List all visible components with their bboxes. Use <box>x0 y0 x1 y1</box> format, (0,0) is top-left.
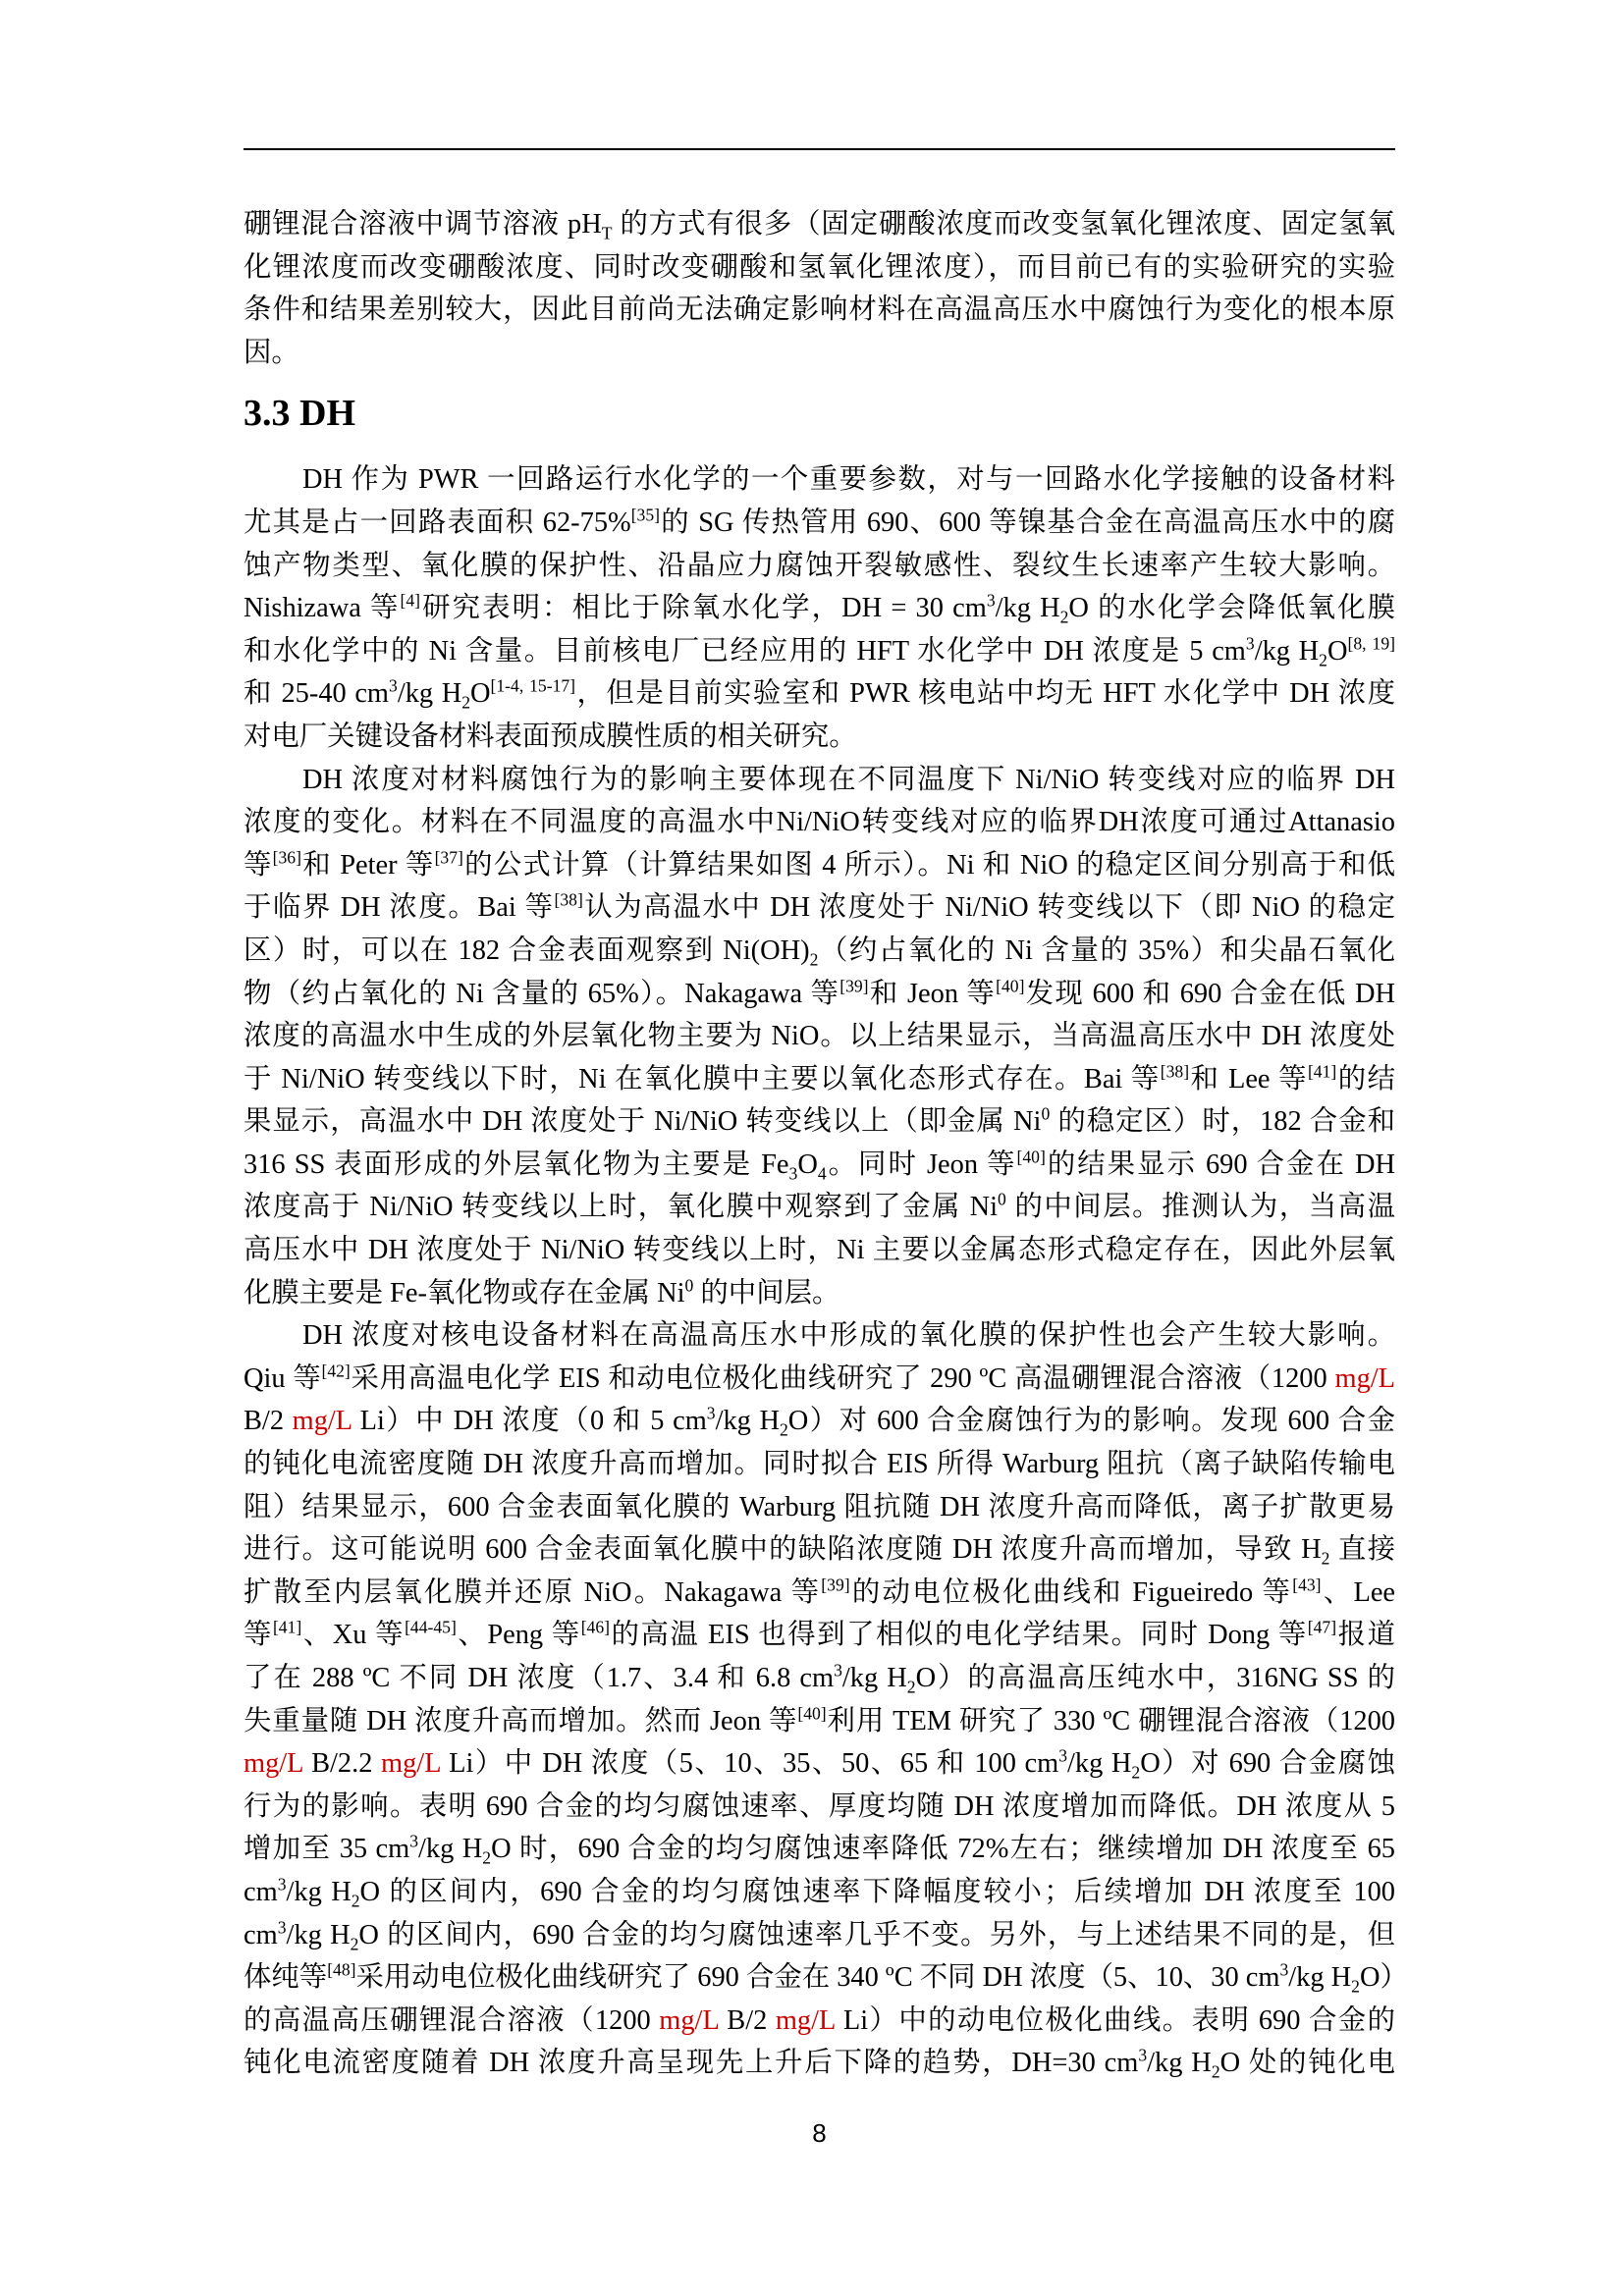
text-run: O）的高温高压纯水中，316NG SS 的 <box>915 1663 1395 1693</box>
text-run: B/2 <box>718 2004 776 2036</box>
text-line <box>244 1956 1408 2000</box>
text-run: 蚀产物类型、氧化膜的保护性、沿晶应力腐蚀开裂敏感性、裂纹生长速率产生较大影响。 <box>244 550 1395 581</box>
text-run: 和水化学中的 Ni 含量。目前核电厂已经应用的 HFT 水化学中 DH 浓度是 5 cm <box>244 635 1246 667</box>
text-run: 发现 600 和 690 合金在低 DH <box>1024 978 1395 1009</box>
text-run: 了在 288 ºC 不同 DH 浓度（1.7、3.4 和 6.8 cm <box>244 1663 835 1693</box>
text-line <box>244 1443 1395 1486</box>
citation-superscript: [1-4, 15-17] <box>490 675 576 696</box>
text-run: cm <box>244 1919 278 1950</box>
citation-superscript: [43] <box>1292 1575 1322 1595</box>
superscript: 3 <box>1058 1745 1067 1766</box>
page-number: 8 <box>812 2118 827 2148</box>
text-run: 的高温高压硼锂混合溶液（1200 <box>244 2004 660 2036</box>
text-run: DH 浓度对核电设备材料在高温高压水中形成的氧化膜的保护性也会产生较大影响。 <box>302 1320 1395 1352</box>
text-run: DH 浓度对材料腐蚀行为的影响主要体现在不同温度下 Ni/NiO 转变线对应的临界 DH <box>302 764 1395 795</box>
text-run: 、Peng 等 <box>456 1620 581 1651</box>
text-run: 的稳定区）时，182 合金和 <box>1050 1106 1395 1138</box>
text-line <box>244 289 1395 332</box>
subscript: 2 <box>779 1420 788 1441</box>
text-run: Li）中 DH 浓度（0 和 5 cm <box>352 1406 707 1437</box>
text-run: /kg H <box>286 1876 352 1907</box>
text-run: 果显示，高温水中 DH 浓度处于 Ni/NiO 转变线以上（即金属 Ni <box>244 1106 1042 1138</box>
text-line <box>244 1786 1395 1829</box>
citation-superscript: [36] <box>272 847 301 868</box>
text-run: 体纯等 <box>244 1962 328 1994</box>
subscript: T <box>601 223 613 243</box>
superscript: 0 <box>684 1275 694 1296</box>
text-line <box>244 1272 1395 1315</box>
text-run: 的结 <box>1336 1063 1395 1095</box>
text-run: B/2.2 <box>302 1748 382 1780</box>
text-line <box>244 759 1395 802</box>
text-line <box>244 973 1395 1016</box>
text-line <box>244 1144 1395 1187</box>
text-run: /kg H <box>715 1406 780 1437</box>
text-line <box>244 587 1395 630</box>
text-run: 高压水中 DH 浓度处于 Ni/NiO 转变线以上时，Ni 主要以金属态形式稳定存在，因此外层氧 <box>244 1235 1395 1266</box>
text-run: 的方式有很多（固定硼酸浓度而改变氢氧化锂浓度、固定氢氧 <box>612 209 1395 240</box>
text-line <box>244 1314 1395 1358</box>
text-run: /kg H <box>397 678 462 710</box>
subscript: 2 <box>1321 1548 1330 1569</box>
text-line <box>244 716 1395 759</box>
citation-superscript: [48] <box>327 1959 356 1980</box>
subscript: 2 <box>809 949 819 970</box>
subscript: 2 <box>1351 1976 1360 1997</box>
text-line <box>244 801 1395 844</box>
subscript: 3 <box>788 1163 798 1184</box>
text-run: 进行。这可能说明 600 合金表面氧化膜中的缺陷浓度随 DH 浓度升高而增加，导致 H <box>244 1534 1322 1566</box>
text-run: 的钝化电流密度随 DH 浓度升高而增加。同时拟合 EIS 所得 Warburg 阻抗（离子缺陷传输电 <box>244 1449 1395 1480</box>
text-line <box>244 1015 1395 1058</box>
text-line <box>244 844 1395 887</box>
paragraph <box>244 1314 1408 2085</box>
text-run: 化膜主要是 Fe-氧化物或存在金属 Ni <box>244 1277 685 1308</box>
text-run: O <box>470 678 491 710</box>
text-run: 化锂浓度而改变硼酸浓度、同时改变硼酸和氢氧化锂浓度），而目前已有的实验研究的实验 <box>244 251 1395 283</box>
text-line <box>244 1828 1395 1871</box>
text-run: 和 Peter 等 <box>300 849 435 881</box>
text-line <box>244 672 1395 716</box>
superscript: 3 <box>277 1917 287 1938</box>
text-run: cm <box>244 1876 278 1907</box>
text-run: 的公式计算（计算结果如图 4 所示）。Ni 和 NiO 的稳定区间分别高于和低 <box>462 849 1395 881</box>
text-run: 钝化电流密度随着 DH 浓度升高呈现先上升后下降的趋势，DH=30 cm <box>244 2048 1139 2079</box>
text-run: 对电厂关键设备材料表面预成膜性质的相关研究。 <box>244 721 857 752</box>
subscript: 2 <box>351 1891 360 1911</box>
text-run: O） <box>1359 1962 1408 1994</box>
citation-superscript: [40] <box>996 976 1025 996</box>
text-run: 的结果显示 690 合金在 DH <box>1045 1148 1395 1180</box>
text-line <box>244 246 1395 290</box>
text-run: 于 Ni/NiO 转变线以下时，Ni 在氧化膜中主要以氧化态形式存在。Bai 等 <box>244 1063 1161 1095</box>
text-run: Li）中的动电位极化曲线。表明 690 合金的 <box>835 2004 1396 2036</box>
superscript: 3 <box>1245 633 1255 654</box>
text-run: 物（约占氧化的 Ni 含量的 65%）。Nakagawa 等 <box>244 978 840 1009</box>
subscript: 2 <box>1059 607 1069 627</box>
text-run: O）对 600 合金腐蚀行为的影响。发现 600 合金 <box>787 1406 1395 1437</box>
highlighted-unit-text: mg/L <box>381 1748 441 1780</box>
text-line <box>244 2000 1395 2043</box>
body-text <box>244 203 1408 2085</box>
subscript: 2 <box>906 1677 916 1697</box>
text-run: 直接 <box>1329 1534 1395 1566</box>
text-run: 条件和结果差别较大，因此目前尚无法确定影响材料在高温高压水中腐蚀行为变化的根本原 <box>244 294 1395 326</box>
citation-superscript: [40] <box>1016 1147 1046 1167</box>
text-line <box>244 886 1395 930</box>
superscript: 3 <box>706 1403 716 1423</box>
section-paragraphs <box>244 458 1408 2085</box>
text-line <box>244 1700 1395 1743</box>
subscript: 2 <box>482 1848 492 1869</box>
highlighted-unit-text: mg/L <box>659 2004 719 2036</box>
text-line <box>244 1742 1395 1786</box>
subscript: 2 <box>461 693 470 714</box>
citation-superscript: [41] <box>272 1617 302 1637</box>
text-line <box>244 458 1395 502</box>
text-line <box>244 930 1395 973</box>
text-run: 报道 <box>1336 1620 1395 1651</box>
superscript: 3 <box>834 1660 842 1681</box>
continued-paragraph <box>244 203 1395 374</box>
text-line <box>244 1572 1395 1615</box>
section-heading: 3.3 DH <box>244 393 355 435</box>
text-run: /kg H <box>1147 2048 1212 2079</box>
superscript: 0 <box>1041 1103 1051 1124</box>
text-run: 和 25-40 cm <box>244 678 390 710</box>
text-run: 阻）结果显示，600 合金表面氧化膜的 Warburg 阻抗随 DH 浓度升高而降低，离子扩散更易 <box>244 1491 1395 1522</box>
text-line <box>244 203 1395 246</box>
text-run: 等 <box>244 849 273 881</box>
text-run: 增加至 35 cm <box>244 1834 410 1865</box>
citation-superscript: [8, 19] <box>1347 633 1395 654</box>
text-run: /kg H <box>1066 1748 1132 1780</box>
citation-superscript: [47] <box>1307 1617 1337 1637</box>
text-run: 的 SG 传热管用 690、600 等镍基合金在高温高压水中的腐 <box>660 507 1396 538</box>
text-run: /kg H <box>418 1834 483 1865</box>
subscript: 2 <box>1211 2062 1220 2083</box>
text-run: 尤其是占一回路表面积 62-75% <box>244 507 631 538</box>
text-run: Nishizawa 等 <box>244 593 401 624</box>
text-run: 浓度的高温水中生成的外层氧化物主要为 NiO。以上结果显示，当高温高压水中 DH 浓度处 <box>244 1021 1395 1052</box>
citation-superscript: [38] <box>1160 1061 1190 1082</box>
text-run: 硼锂混合溶液中调节溶液 pH <box>244 209 602 240</box>
text-line <box>244 502 1395 545</box>
text-line <box>244 1914 1395 1957</box>
text-run: 利用 TEM 研究了 330 ºC 硼锂混合溶液（1200 <box>826 1705 1396 1736</box>
text-run: /kg H <box>286 1919 351 1950</box>
text-run: 因。 <box>244 337 299 368</box>
text-line <box>244 1614 1395 1657</box>
text-run: （约占氧化的 Ni 含量的 35%）和尖晶石氧化 <box>818 934 1395 966</box>
text-run: ，但是目前实验室和 PWR 核电站中均无 HFT 水化学中 DH 浓度 <box>575 678 1395 710</box>
text-line <box>244 630 1395 673</box>
text-run: 等 <box>244 1620 273 1651</box>
text-line <box>244 1186 1395 1229</box>
text-run: Li）中 DH 浓度（5、10、35、50、65 和 100 cm <box>440 1748 1059 1780</box>
paragraph <box>244 458 1395 758</box>
text-run: Qiu 等 <box>244 1362 322 1394</box>
citation-superscript: [35] <box>630 505 660 525</box>
text-run: 。同时 Jeon 等 <box>826 1148 1017 1180</box>
superscript: 0 <box>998 1190 1006 1209</box>
superscript: 3 <box>389 675 398 696</box>
text-line <box>244 1058 1395 1101</box>
text-run: 的中间层。 <box>693 1277 840 1308</box>
text-run: 采用动电位极化曲线研究了 690 合金在 340 ºC 不同 DH 浓度（5、10、30 cm <box>355 1962 1280 1994</box>
subscript: 4 <box>817 1163 827 1184</box>
text-line <box>244 1486 1395 1529</box>
text-run: 的高温 EIS 也得到了相似的电化学结果。同时 Dong 等 <box>610 1620 1308 1651</box>
text-line <box>244 545 1395 588</box>
text-line <box>244 1528 1395 1572</box>
text-run: 认为高温水中 DH 浓度处于 Ni/NiO 转变线以下（即 NiO 的稳定 <box>582 892 1395 924</box>
text-run: 316 SS 表面形成的外层氧化物为主要是 Fe <box>244 1148 789 1180</box>
text-run: B/2 <box>244 1406 293 1437</box>
text-run: 失重量随 DH 浓度升高而增加。然而 Jeon 等 <box>244 1705 798 1736</box>
text-run: /kg H <box>1254 635 1320 667</box>
superscript: 3 <box>409 1831 419 1851</box>
subscript: 2 <box>1319 650 1327 670</box>
text-run: 的中间层。推测认为，当高温 <box>1005 1192 1395 1223</box>
text-run: O 的区间内，690 合金的均匀腐蚀速率下降幅度较小；后续增加 DH 浓度至 100 <box>359 1876 1395 1907</box>
text-run: 浓度高于 Ni/NiO 转变线以上时，氧化膜中观察到了金属 Ni <box>244 1192 999 1223</box>
text-run: O 处的钝化电 <box>1219 2048 1395 2079</box>
text-run: 和 Jeon 等 <box>868 978 997 1009</box>
superscript: 3 <box>1279 1959 1289 1980</box>
superscript: 3 <box>1138 2045 1148 2065</box>
text-run: /kg H <box>841 1663 907 1693</box>
text-run: /kg H <box>1288 1962 1352 1994</box>
text-line <box>244 1229 1395 1272</box>
text-run: O <box>797 1148 818 1180</box>
citation-superscript: [40] <box>797 1703 827 1724</box>
text-run: 浓度的变化。材料在不同温度的高温水中Ni/NiO转变线对应的临界DH浓度可通过Attanasio <box>244 807 1395 838</box>
subscript: 2 <box>1131 1762 1141 1783</box>
text-run: 、Lee <box>1321 1576 1396 1608</box>
text-run: 扩散至内层氧化膜并还原 NiO。Nakagawa 等 <box>244 1576 822 1608</box>
text-line <box>244 2042 1395 2085</box>
text-run: 行为的影响。表明 690 合金的均匀腐蚀速率、厚度均随 DH 浓度增加而降低。DH 浓度从 5 <box>244 1790 1395 1822</box>
citation-superscript: [46] <box>580 1617 611 1637</box>
text-run: 区）时，可以在 182 合金表面观察到 Ni(OH) <box>244 934 810 966</box>
subscript: 2 <box>350 1934 359 1954</box>
text-line <box>244 1657 1395 1700</box>
text-run: 研究表明：相比于除氧水化学，DH = 30 cm <box>420 593 987 624</box>
citation-superscript: [44-45] <box>405 1617 457 1637</box>
text-line <box>244 1400 1395 1443</box>
citation-superscript: [38] <box>554 889 583 910</box>
citation-superscript: [39] <box>821 1575 850 1595</box>
text-run: O）对 690 合金腐蚀 <box>1140 1748 1395 1780</box>
citation-superscript: [41] <box>1307 1061 1337 1082</box>
text-line <box>244 1100 1395 1144</box>
text-run: /kg H <box>995 593 1060 624</box>
highlighted-unit-text: mg/L <box>244 1748 303 1780</box>
citation-superscript: [39] <box>839 976 869 996</box>
text-run: O 时，690 合金的均匀腐蚀速率降低 72%左右；继续增加 DH 浓度至 65 <box>491 1834 1395 1865</box>
highlighted-unit-text: mg/L <box>775 2004 836 2036</box>
text-run: 于临界 DH 浓度。Bai 等 <box>244 892 555 924</box>
text-line <box>244 1358 1395 1401</box>
superscript: 3 <box>277 1874 287 1895</box>
text-run: O 的水化学会降低氧化膜 <box>1068 593 1395 624</box>
text-run: O <box>1326 635 1348 667</box>
header-rule <box>244 148 1395 150</box>
text-run: 和 Lee 等 <box>1189 1063 1308 1095</box>
citation-superscript: [37] <box>434 847 463 868</box>
text-run: 采用高温电化学 EIS 和动电位极化曲线研究了 290 ºC 高温硼锂混合溶液（1200 <box>350 1362 1335 1394</box>
highlighted-unit-text: mg/L <box>1334 1362 1395 1394</box>
text-line <box>244 332 1395 375</box>
text-run: DH 作为 PWR 一回路运行水化学的一个重要参数，对与一回路水化学接触的设备材料 <box>302 464 1395 496</box>
citation-superscript: [4] <box>400 590 421 611</box>
highlighted-unit-text: mg/L <box>292 1406 352 1437</box>
citation-superscript: [42] <box>321 1361 351 1381</box>
text-line <box>244 1871 1395 1914</box>
superscript: 3 <box>986 590 996 611</box>
text-run: 、Xu 等 <box>301 1620 406 1651</box>
paragraph <box>244 759 1395 1315</box>
text-run: O 的区间内，690 合金的均匀腐蚀速率几乎不变。另外，与上述结果不同的是，但 <box>358 1919 1395 1950</box>
text-run: 的动电位极化曲线和 Figueiredo 等 <box>849 1576 1293 1608</box>
